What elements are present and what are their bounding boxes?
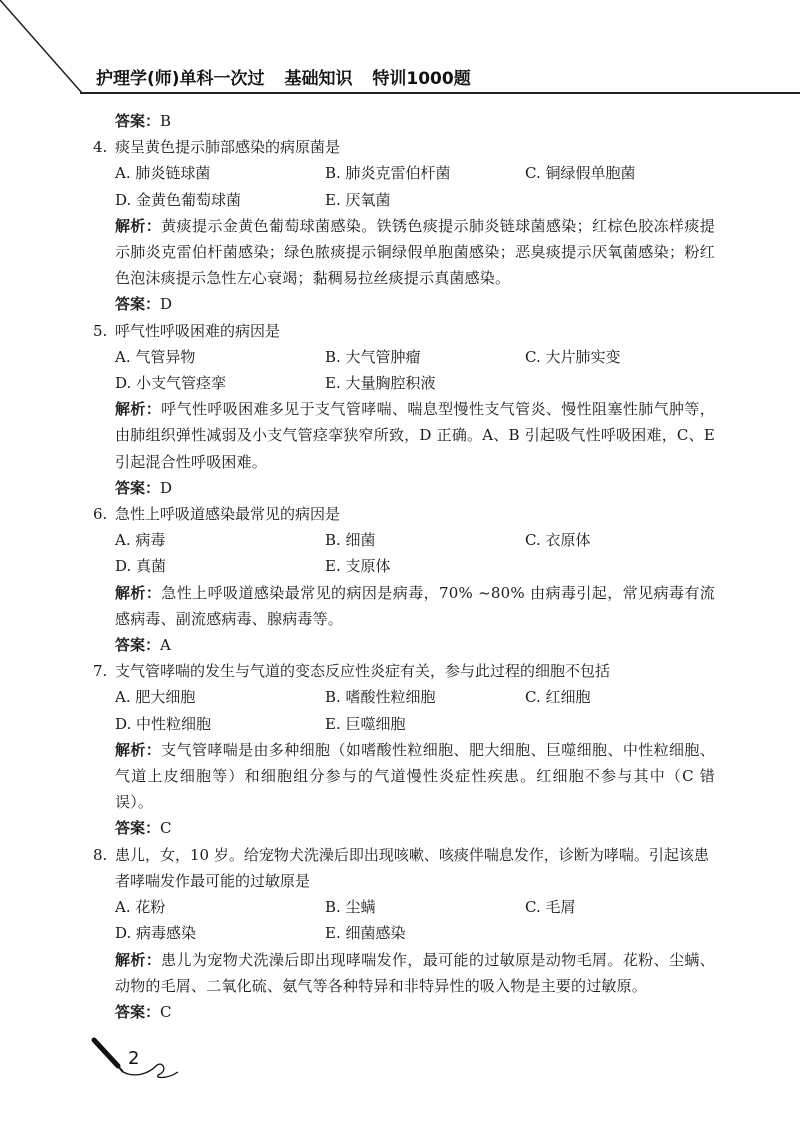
answer-line [93,815,715,841]
question-number: 6. [93,505,108,524]
analysis [93,580,715,632]
option-a: A. 肺炎链球菌 [115,164,211,183]
header-rule [80,92,800,94]
option-d: D. 金黄色葡萄球菌 [115,190,242,209]
options [93,160,715,212]
option-c: C. 红细胞 [525,688,591,707]
options [93,527,715,579]
answer-label: 答案： [115,819,161,838]
option-e: E. 厌氧菌 [325,190,391,209]
prev-answer: B [160,112,172,130]
analysis-text: 患儿为宠物犬洗澡后即出现哮喘发作，最可能的过敏原是动物毛屑。花粉、尘螨、动物的毛屑、二氧化硫、氨气等各种特异和非特异性的吸入物是主要的过敏原。 [115,950,715,995]
answer-value: A [160,636,171,655]
option-a: A. 花粉 [115,898,166,917]
answer-line [93,475,715,501]
analysis-text: 急性上呼吸道感染最常见的病因是病毒，70% ~80% 由病毒引起，常见病毒有流感病毒、副流感病毒、腺病毒等。 [115,583,715,628]
option-b: B. 肺炎克雷伯杆菌 [325,164,451,183]
analysis-label: 解析： [115,216,162,235]
answer-label: 答案： [115,478,161,497]
option-a: A. 肥大细胞 [115,688,196,707]
answer-value: C [160,819,172,838]
answer-value: C [160,1002,172,1021]
answer-label: 答案： [115,112,161,130]
subtitle: 特训1000题 [372,69,471,89]
option-a: A. 气管异物 [115,347,196,366]
analysis-label: 解析： [115,400,162,419]
answer-line [93,291,715,317]
question-7 [93,658,715,841]
answer-line [93,632,715,658]
question-stem: 支气管哮喘的发生与气道的变态反应性炎症有关，参与此过程的细胞不包括 [115,662,611,681]
question-6 [93,501,715,658]
answer-label: 答案： [115,295,161,314]
option-c: C. 大片肺实变 [525,347,621,366]
running-header [96,64,485,89]
options [93,894,715,946]
option-b: B. 细菌 [325,531,376,550]
page-number: 2 [128,1048,140,1069]
section-name: 基础知识 [284,69,353,89]
option-d: D. 中性粒细胞 [115,714,212,733]
option-a: A. 病毒 [115,531,166,550]
pen-icon [90,1036,200,1086]
option-e: E. 大量胸腔积液 [325,374,436,393]
question-number: 7. [93,662,108,681]
options [93,344,715,396]
options [93,684,715,736]
analysis [93,396,715,475]
answer-value: D [160,478,173,497]
option-c: C. 铜绿假单胞菌 [525,164,636,183]
option-b: B. 大气管肿瘤 [325,347,421,366]
question-4 [93,134,715,317]
option-d: D. 病毒感染 [115,924,197,943]
option-d: D. 小支气管痉挛 [115,374,227,393]
book-title: 护理学(师)单科一次过 [96,69,265,89]
question-stem: 呼气性呼吸困难的病因是 [115,321,281,340]
question-stem: 患儿，女，10 岁。给宠物犬洗澡后即出现咳嗽、咳痰伴喘息发作，诊断为哮喘。引起该患者哮喘发作最可能的过敏原是 [115,845,709,890]
analysis-text: 支气管哮喘是由多种细胞（如嗜酸性粒细胞、肥大细胞、巨噬细胞、中性粒细胞、气道上皮细胞等）和细胞组分参与的气道慢性炎症性疾患。红细胞不参与其中（C 错误）。 [115,740,715,812]
question-number: 5. [93,321,108,340]
analysis-label: 解析： [115,740,162,759]
answer-line [93,999,715,1025]
question-5 [93,318,715,501]
analysis [93,947,715,999]
analysis-text: 呼气性呼吸困难多见于支气管哮喘、喘息型慢性支气管炎、慢性阻塞性肺气肿等，由肺组织弹性减弱及小支气管痉挛狭窄所致，D 正确。A、B 引起吸气性呼吸困难，C、E 引起混合性呼吸困难。 [115,400,715,471]
option-b: B. 嗜酸性粒细胞 [325,688,436,707]
option-b: B. 尘螨 [325,898,376,917]
analysis-label: 解析： [115,950,162,969]
answer-label: 答案： [115,1002,161,1021]
question-stem: 痰呈黄色提示肺部感染的病原菌是 [115,138,341,157]
analysis-label: 解析： [115,583,162,602]
question-number: 4. [93,138,108,157]
option-e: E. 细菌感染 [325,924,406,943]
option-d: D. 真菌 [115,557,167,576]
prev-answer-line [93,108,715,134]
option-c: C. 毛屑 [525,898,576,917]
answer-label: 答案： [115,636,161,655]
option-e: E. 支原体 [325,557,391,576]
question-number: 8. [93,845,108,864]
page-content [93,108,715,1025]
question-8 [93,842,715,1025]
option-e: E. 巨噬细胞 [325,714,406,733]
analysis-text: 黄痰提示金黄色葡萄球菌感染。铁锈色痰提示肺炎链球菌感染；红棕色胶冻样痰提示肺炎克雷伯杆菌感染；绿色脓痰提示铜绿假单胞菌感染；恶臭痰提示厌氧菌感染；粉红色泡沫痰提示急性左心衰竭；黏稠易拉丝痰提示真菌感染。 [115,216,715,288]
option-c: C. 衣原体 [525,531,591,550]
analysis [93,737,715,816]
answer-value: D [160,295,173,314]
analysis [93,213,715,292]
question-stem: 急性上呼吸道感染最常见的病因是 [115,505,341,524]
